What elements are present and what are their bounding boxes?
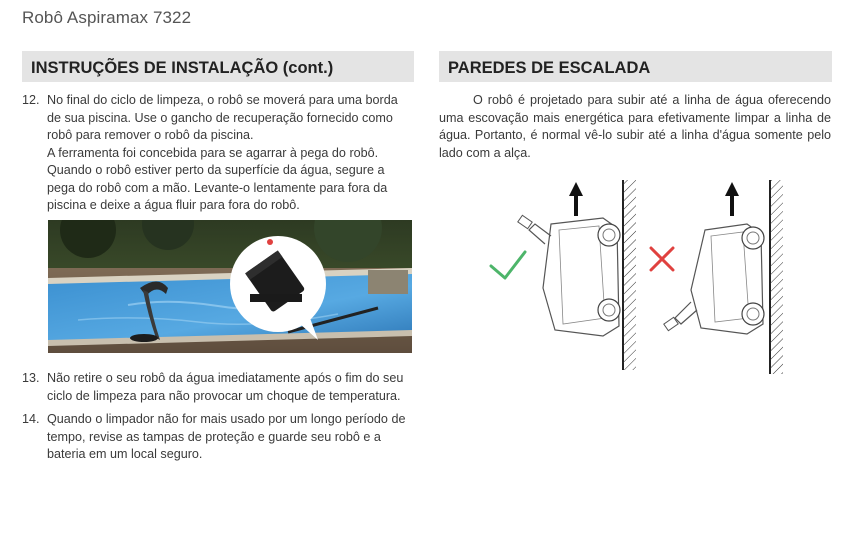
robot-wrong-orientation bbox=[664, 180, 783, 374]
up-arrow-icon bbox=[725, 182, 739, 216]
cross-icon bbox=[651, 248, 673, 270]
instruction-step bbox=[22, 411, 414, 464]
step-number: 12. bbox=[22, 93, 40, 107]
check-icon bbox=[491, 252, 525, 278]
instruction-list-part-1 bbox=[22, 92, 414, 215]
up-arrow-icon bbox=[569, 182, 583, 216]
step-paragraph: A ferramenta foi concebida para se agarrar à pega do robô. Quando o robô estiver perto da superfície da água, segure a pega do robô com a mão. Levante-o lentamente para fora da piscina e deixe a água fluir para fora do robô. bbox=[47, 145, 388, 212]
step-number: 13. bbox=[22, 371, 40, 385]
wall-climbing-diagram bbox=[485, 178, 795, 378]
climbing-walls-paragraph: O robô é projetado para subir até a linha de água oferecendo uma escovação mais energética para efetivamente limpar a linha de água. Portanto, é normal vê-lo subir até a linha d'água somente pelo lado com a alça. bbox=[439, 93, 831, 160]
step-number: 14. bbox=[22, 412, 40, 426]
instruction-list-part-2 bbox=[22, 370, 414, 470]
step-paragraph: No final do ciclo de limpeza, o robô se moverá para uma borda de sua piscina. Use o gancho de recuperação fornecido como robô para remover o robô da piscina. bbox=[47, 93, 398, 142]
instruction-step bbox=[22, 92, 414, 215]
section-heading-installation: INSTRUÇÕES DE INSTALAÇÃO (cont.) bbox=[22, 51, 414, 82]
pool-robot-photo bbox=[48, 220, 412, 353]
document-title: Robô Aspiramax 7322 bbox=[22, 8, 192, 27]
step-paragraph: Não retire o seu robô da água imediatamente após o fim do seu ciclo de limpeza para não provocar um choque de temperatura. bbox=[47, 371, 404, 403]
step-paragraph: Quando o limpador não for mais usado por um longo período de tempo, revise as tampas de proteção e guarde seu robô e a bateria em um local seguro. bbox=[47, 412, 406, 461]
section-heading-climbing-walls: PAREDES DE ESCALADA bbox=[439, 51, 832, 82]
instruction-step bbox=[22, 370, 414, 405]
